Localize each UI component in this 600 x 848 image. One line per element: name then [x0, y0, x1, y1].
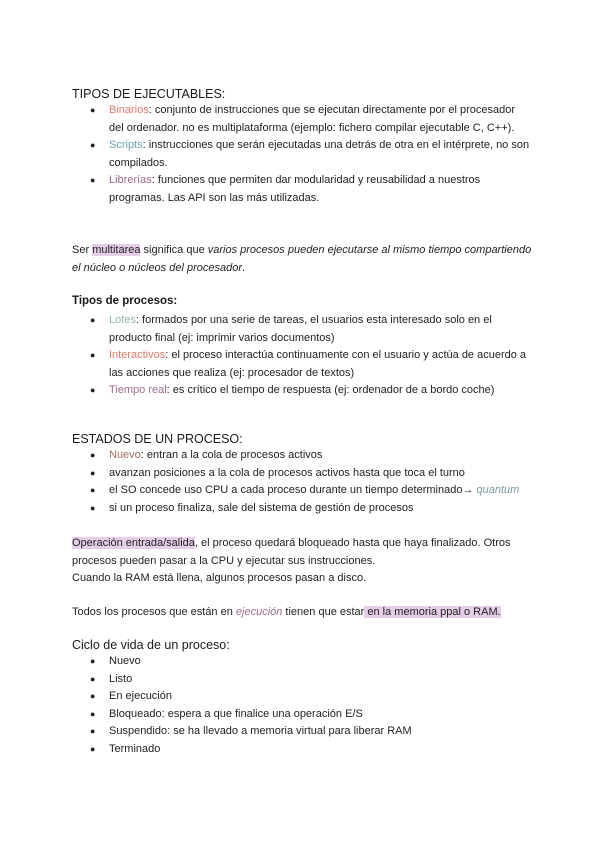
- list-item-tiempo-real: [90, 382, 530, 400]
- list-item-estado-finaliza: [90, 500, 530, 518]
- multitarea-middle: significa que: [140, 244, 208, 256]
- multitarea-prefix: Ser: [72, 244, 93, 256]
- list-item-lotes: [90, 312, 530, 347]
- memoria-italic: ejecución: [235, 606, 283, 618]
- list-item-estado-nuevo: [90, 447, 530, 465]
- list-item-scripts: [90, 137, 530, 172]
- es-highlight: Operación entrada/salida: [72, 537, 195, 549]
- list-item-librerias: [90, 172, 530, 207]
- list-item-ciclo: ● Terminado: [90, 741, 530, 759]
- memoria-paragraph: [72, 604, 532, 622]
- memoria-prefix: Todos los procesos que están en: [72, 606, 236, 618]
- memoria-highlight: en la memoria ppal o RAM.: [364, 606, 501, 618]
- term-tiempo-real: Tiempo real: [109, 384, 167, 396]
- tiempo-real-text: : es crítico el tiempo de respuesta (ej: ordenador de a bordo coche): [166, 384, 495, 396]
- term-interactivos: Interactivos: [109, 349, 166, 361]
- quantum-italic: quantum: [476, 484, 520, 496]
- finaliza-text: si un proceso finaliza, sale del sistema de gestión de procesos: [109, 501, 414, 514]
- multitarea-paragraph: [72, 242, 532, 277]
- list-item-ciclo: ● Bloqueado: espera a que finalice una operación E/S: [90, 706, 530, 724]
- list-tipos-procesos: [90, 312, 530, 400]
- list-item-ciclo: ● Nuevo: [90, 653, 530, 671]
- avanzan-text: avanzan posiciones a la cola de procesos activos hasta que toca el turno: [109, 466, 465, 479]
- list-item-estado-avanzan: [90, 465, 530, 483]
- term-nuevo: Nuevo: [109, 449, 141, 461]
- multitarea-suffix: .: [242, 261, 246, 274]
- scripts-text: : instrucciones que serán ejecutadas una detrás de otra en el intérprete, no son compilados.: [109, 139, 530, 169]
- list-estados: [90, 447, 530, 517]
- interactivos-text: : el proceso interactúa continuamente con el usuario y actúa de acuerdo a las acciones que realiza (ej: procesador de textos): [109, 349, 527, 379]
- term-scripts: Scripts: [109, 139, 143, 151]
- list-item-estado-cpu: [90, 482, 530, 500]
- librerias-text: : funciones que permiten dar modularidad y reusabilidad a nuestros programas. Las API son las más utilizadas.: [109, 174, 481, 204]
- arrow-icon: →: [462, 484, 477, 496]
- term-binarios: Binarios: [109, 104, 149, 116]
- list-item-ciclo: ● Listo: [90, 671, 530, 689]
- cpu-text: el SO concede uso CPU a cada proceso durante un tiempo determinado: [109, 484, 463, 496]
- list-ejecutables: [90, 102, 530, 207]
- nuevo-text: : entran a la cola de procesos activos: [140, 449, 323, 461]
- list-item-interactivos: [90, 347, 530, 382]
- term-lotes: Lotes: [109, 314, 136, 326]
- multitarea-highlight: multitarea: [92, 244, 141, 256]
- heading-ciclo: Ciclo de vida de un proceso:: [72, 638, 230, 652]
- memoria-middle: tienen que estar: [282, 606, 365, 618]
- heading-tipos-ejecutables: TIPOS DE EJECUTABLES:: [72, 87, 226, 101]
- es-text: , el proceso quedará bloqueado hasta que haya finalizado. Otros procesos pueden pasar a la CPU y ejecutar sus instrucciones.: [72, 537, 511, 567]
- heading-estados: ESTADOS DE UN PROCESO:: [72, 432, 243, 446]
- es-paragraph: [72, 535, 532, 588]
- list-item-ciclo: ● En ejecución: [90, 688, 530, 706]
- heading-tipos-procesos: Tipos de procesos:: [72, 295, 178, 307]
- list-item-binarios: [90, 102, 530, 137]
- list-item-ciclo: ● Suspendido: se ha llevado a memoria virtual para liberar RAM: [90, 723, 530, 741]
- term-librerias: Librerías: [109, 174, 152, 186]
- lotes-text: : formados por una serie de tareas, el usuarios esta interesado solo en el producto final (ej: imprimir varios documentos): [109, 314, 492, 344]
- list-ciclo: [90, 653, 530, 758]
- binarios-text: : conjunto de instrucciones que se ejecutan directamente por el procesador del ordenador. no es multiplataforma (ejemplo: fichero compilar ejecutable C, C++).: [109, 104, 516, 134]
- es-line2: Cuando la RAM está llena, algunos procesos pasan a disco.: [72, 572, 367, 584]
- multitarea-italic: varios procesos pueden ejecutarse al mismo tiempo compartiendo el núcleo o núcleos del procesador: [72, 244, 532, 274]
